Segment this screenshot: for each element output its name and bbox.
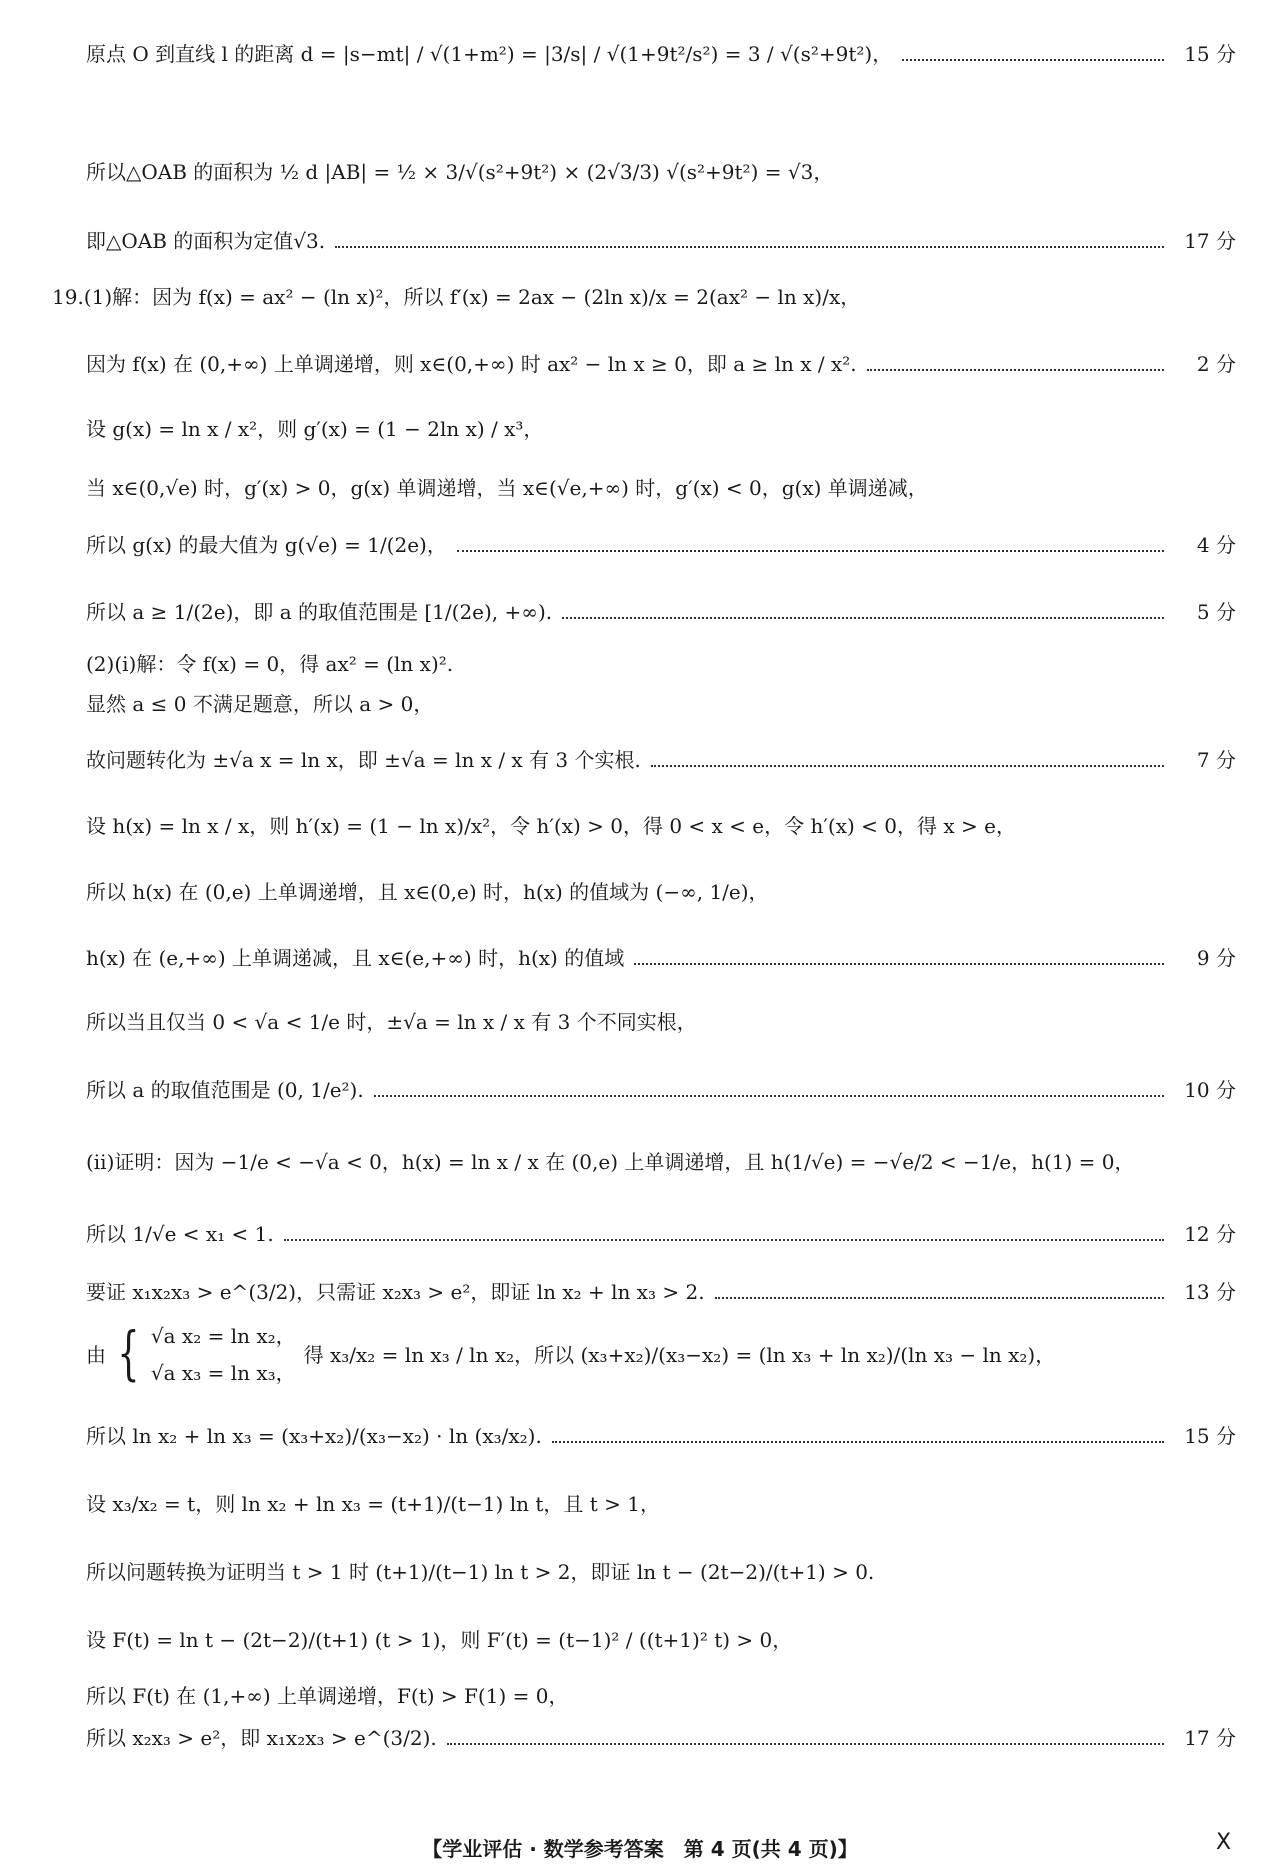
dot-leader (651, 765, 1164, 767)
line-sum-log (86, 1424, 1236, 1448)
line-a-positive (86, 692, 1236, 716)
line-text: 原点 O 到直线 l 的距离 d = |s−mt| / √(1+m²) = |3/s| / √(1+9t²/s²) = 3 / √(s²+9t²)， (86, 42, 893, 66)
line-text: h(x) 在 (e,+∞) 上单调递减，且 x∈(e,+∞) 时，h(x) 的值域 (86, 946, 625, 970)
dot-leader (634, 963, 1164, 965)
line-area-const (86, 229, 1236, 253)
dot-leader (457, 550, 1164, 552)
score-mark: 17 分 (1184, 1726, 1236, 1750)
system-row-1: √a x₂ = ln x₂， (150, 1324, 296, 1348)
score-mark: 7 分 (1196, 748, 1236, 772)
line-three-roots (86, 1010, 1236, 1034)
line-h-def (86, 814, 1236, 838)
line-text: 所以问题转换为证明当 t > 1 时 (t+1)/(t−1) ln t > 2，即证 ln t − (2t−2)/(t+1) > 0. (86, 1560, 875, 1584)
score-mark: 15 分 (1184, 1424, 1236, 1448)
dot-leader (902, 59, 1164, 61)
line-text: 所以 g(x) 的最大值为 g(√e) = 1/(2e)， (86, 533, 447, 557)
dot-leader (374, 1095, 1164, 1097)
dot-leader (715, 1297, 1164, 1299)
line-text: 所以 1/√e < x₁ < 1. (86, 1222, 274, 1246)
score-mark: 10 分 (1184, 1078, 1236, 1102)
left-brace-icon: { (117, 1319, 140, 1387)
dot-leader (447, 1743, 1164, 1745)
score-mark: 12 分 (1184, 1222, 1236, 1246)
line-g-max (86, 533, 1236, 557)
line-text: (2)(ⅰ)解：令 f(x) = 0，得 ax² = (ln x)². (86, 652, 454, 676)
line-text: 所以当且仅当 0 < √a < 1/e 时，±√a = ln x / x 有 3 个不同实根， (86, 1010, 697, 1034)
line-x1-bound (86, 1222, 1236, 1246)
dot-leader (562, 617, 1164, 619)
line-text: 设 h(x) = ln x / x，则 h′(x) = (1 − ln x)/x²，令 h′(x) > 0，得 0 < x < e，令 h′(x) < 0，得 x > e， (86, 814, 1016, 838)
score-mark: 5 分 (1196, 600, 1236, 624)
line-h-decreasing (86, 946, 1236, 970)
line-g-monotone (86, 476, 1236, 500)
score-mark: 17 分 (1184, 229, 1236, 253)
dot-leader (284, 1239, 1164, 1241)
score-mark: 2 分 (1196, 352, 1236, 376)
score-mark: 13 分 (1184, 1280, 1236, 1304)
line-q19-derivative (52, 285, 1202, 309)
line-a-range (86, 600, 1236, 624)
line-text: 所以 ln x₂ + ln x₃ = (x₃+x₂)/(x₃−x₂) · ln (x₃/x₂). (86, 1424, 542, 1448)
line-text: 所以 a ≥ 1/(2e)，即 a 的取值范围是 [1/(2e), +∞). (86, 600, 553, 624)
score-mark: 9 分 (1196, 946, 1236, 970)
dot-leader (552, 1441, 1164, 1443)
line-text: 设 F(t) = ln t − (2t−2)/(t+1) (t > 1)，则 F′(t) = (t−1)² / ((t+1)² t) > 0， (86, 1628, 793, 1652)
footer-version-mark: X (1216, 1830, 1232, 1855)
line-monotone (86, 352, 1236, 376)
line-area (86, 160, 1236, 184)
line-g-def (86, 417, 1236, 441)
line-a-range-2 (86, 1078, 1236, 1102)
system-row-2: √a x₃ = ln x₃， (150, 1361, 296, 1385)
line-text: 所以△OAB 的面积为 ½ d |AB| = ½ × 3/√(s²+9t²) × (2√3/3) √(s²+9t²) = √3， (86, 160, 834, 184)
page-footer: 【学业评估 · 数学参考答案 第 4 页(共 4 页)】 (422, 1837, 858, 1861)
line-distance (86, 42, 1236, 66)
system-tail: 得 x₃/x₂ = ln x₃ / ln x₂，所以 (x₃+x₂)/(x₃−x₂) = (ln x₃ + ln x₂)/(ln x₃ − ln x₂)， (303, 1342, 1056, 1367)
line-text: 设 g(x) = ln x / x²，则 g′(x) = (1 − 2ln x) / x³， (86, 417, 544, 441)
line-text: 设 x₃/x₂ = t，则 ln x₂ + ln x₃ = (t+1)/(t−1) ln t，且 t > 1， (86, 1492, 660, 1516)
line-transform (86, 748, 1236, 772)
system-lead: 由 (86, 1342, 106, 1367)
line-text: 所以 h(x) 在 (0,e) 上单调递增，且 x∈(0,e) 时，h(x) 的值域为 (−∞, 1/e)， (86, 880, 769, 904)
line-text: 当 x∈(0,√e) 时，g′(x) > 0，g(x) 单调递增，当 x∈(√e,+∞) 时，g′(x) < 0，g(x) 单调递减， (86, 476, 928, 500)
line-text: 显然 a ≤ 0 不满足题意，所以 a > 0， (86, 692, 434, 716)
score-mark: 4 分 (1196, 533, 1236, 557)
line-text: (ⅱ)证明：因为 −1/e < −√a < 0，h(x) = ln x / x 在 (0,e) 上单调递增，且 h(1/√e) = −√e/2 < −1/e，h(1) = 0， (86, 1150, 1135, 1174)
line-text: 要证 x₁x₂x₃ > e^(3/2)，只需证 x₂x₃ > e²，即证 ln x₂ + ln x₃ > 2. (86, 1280, 705, 1304)
line-part2-i (86, 652, 1236, 676)
line-text: 所以 a 的取值范围是 (0, 1/e²). (86, 1078, 364, 1102)
line-text: 所以 x₂x₃ > e²，即 x₁x₂x₃ > e^(3/2). (86, 1726, 437, 1750)
line-h-increasing (86, 880, 1236, 904)
line-to-prove (86, 1280, 1236, 1304)
line-text: 因为 f(x) 在 (0,+∞) 上单调递增，则 x∈(0,+∞) 时 ax² − ln x ≥ 0，即 a ≥ ln x / x². (86, 352, 857, 376)
dot-leader (335, 246, 1164, 248)
dot-leader (867, 369, 1164, 371)
score-mark: 15 分 (1184, 42, 1236, 66)
system-rows (151, 1320, 296, 1386)
line-text: 所以 F(t) 在 (1,+∞) 上单调递增，F(t) > F(1) = 0， (86, 1684, 569, 1708)
line-part2-ii (86, 1150, 1236, 1174)
line-t-sub (86, 1492, 1236, 1516)
line-text: 故问题转化为 ±√a x = ln x，即 ±√a = ln x / x 有 3 个实根. (86, 748, 641, 772)
line-text: 19.(1)解：因为 f(x) = ax² − (ln x)²，所以 f′(x) = 2ax − (2ln x)/x = 2(ax² − ln x)/x， (52, 285, 861, 309)
line-F-increasing (86, 1684, 1236, 1708)
line-F-def (86, 1628, 1236, 1652)
line-reduce (86, 1560, 1236, 1584)
line-text: 即△OAB 的面积为定值√3. (86, 229, 326, 253)
equation-system (86, 1320, 1055, 1386)
line-conclusion (86, 1726, 1236, 1750)
